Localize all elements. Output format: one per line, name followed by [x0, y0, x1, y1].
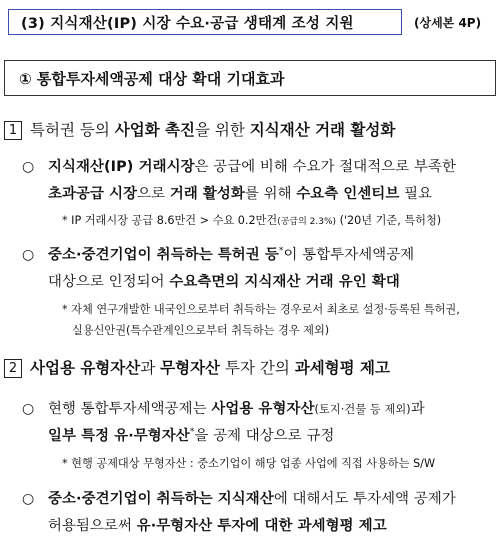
s2-p2-l2-b: 유·무형자산 투자에 대한 과세형평 제고 — [136, 518, 387, 534]
bullet-icon: ○ — [22, 401, 35, 417]
s2-para1-line1 — [22, 397, 425, 418]
bullet-icon: ○ — [22, 491, 35, 507]
s2-p2-l1-a: 중소·중견기업이 취득하는 지식재산 — [48, 491, 274, 507]
s1-note1 — [62, 212, 441, 228]
s2-p1-l1-c: (토지·건물 등 제외) — [314, 403, 411, 416]
section1-number: 1 — [4, 121, 22, 140]
detail-reference: (상세본 4P) — [414, 16, 482, 30]
s2-p1-l1-b: 사업용 유형자산 — [211, 401, 315, 417]
s1-para1-line1 — [22, 155, 456, 176]
s1-p1-l2-b: 으로 — [137, 186, 170, 202]
s1-p1-l2-a: 초과공급 시장 — [48, 186, 138, 202]
s1-p1-l1-b: 은 공급에 비해 수요가 절대적으로 부족한 — [194, 159, 456, 175]
s1-p1-l2-c: 거래 활성화 — [169, 186, 245, 202]
s1-p2-footnote-mark: * — [278, 246, 284, 257]
s1-para1-line2 — [48, 182, 432, 203]
s1-note1-c: ('20년 기준, 특허청) — [336, 214, 442, 227]
s1-heading-part-a: 특허권 등의 — [30, 121, 115, 139]
s1-p2-l1-a: 중소·중견기업이 취득하는 특허권 등 — [48, 247, 279, 263]
s2-para1-line2 — [48, 424, 334, 445]
s1-para2-line1 — [22, 243, 414, 264]
s2-note1: * 현행 공제대상 무형자산 : 중소기업이 해당 업종 사업에 직접 사용하는 S/W — [62, 457, 436, 470]
s2-para2-line2 — [48, 514, 387, 535]
s2-heading-e: 투자 간의 — [220, 359, 295, 377]
s1-heading-part-d: 지식재산 거래 활성화 — [249, 121, 396, 139]
s2-p2-l1-b: 에 대해서도 투자세액 공제가 — [273, 491, 456, 507]
s2-p1-l1-a: 현행 통합투자세액공제는 — [48, 401, 212, 417]
s2-heading-c: 과 — [140, 359, 161, 377]
s1-note1-a: * IP 거래시장 공급 8.6만건 > 수요 0.2만건 — [62, 214, 278, 227]
section-title — [8, 9, 402, 35]
s2-heading-a: 사업용 — [30, 359, 81, 377]
section2-number: 2 — [4, 359, 22, 378]
s2-p1-l1-d: 과 — [410, 401, 425, 417]
s2-p1-footnote-mark: * — [189, 427, 195, 438]
section-title-text: (3) 지식재산(IP) 시장 수요·공급 생태계 조성 지원 — [21, 15, 354, 32]
s1-p2-l2-b: 수요측면의 지식재산 거래 유인 확대 — [169, 274, 400, 290]
bullet-icon: ○ — [22, 247, 35, 263]
s1-p2-l2-a: 대상으로 인정되어 — [48, 274, 170, 290]
s1-p1-l1-a: 지식재산(IP) 거래시장 — [48, 159, 195, 175]
s1-heading-part-b: 사업화 촉진 — [114, 121, 195, 139]
s2-heading-b: 유형자산 — [80, 359, 141, 377]
section2-heading — [4, 356, 390, 378]
s1-note2-line1: * 자체 연구개발한 내국인으로부터 취득하는 경우로서 최초로 설정·등록된 특허권, — [62, 303, 460, 316]
s1-note2-line2: 실용신안권(특수관계인으로부터 취득하는 경우 제외) — [72, 324, 330, 337]
section1-heading — [4, 118, 395, 140]
s1-note1-b: (공급의 2.3%) — [277, 217, 337, 227]
bullet-icon: ○ — [22, 159, 35, 175]
s2-p1-l2-a: 일부 특정 유·무형자산 — [48, 428, 190, 444]
s2-heading-d: 무형자산 — [160, 359, 221, 377]
s1-heading-part-c: 을 위한 — [195, 121, 250, 139]
s2-p1-l2-b: 을 공제 대상으로 규정 — [194, 428, 335, 444]
subtitle-text: ① 통합투자세액공제 대상 확대 기대효과 — [19, 69, 285, 88]
s1-p1-l2-d: 를 위해 — [244, 186, 297, 202]
s1-p1-l2-f: 필요 — [399, 186, 433, 202]
s1-p2-l1-b: 이 통합투자세액공제 — [283, 247, 415, 263]
s2-heading-f: 과세형평 제고 — [294, 359, 390, 377]
s1-para2-line2 — [48, 270, 400, 291]
s2-para2-line1 — [22, 487, 456, 508]
subtitle-box — [4, 60, 496, 96]
s1-p1-l2-e: 수요측 인센티브 — [296, 186, 400, 202]
s2-p2-l2-a: 허용됨으로써 — [48, 518, 137, 534]
